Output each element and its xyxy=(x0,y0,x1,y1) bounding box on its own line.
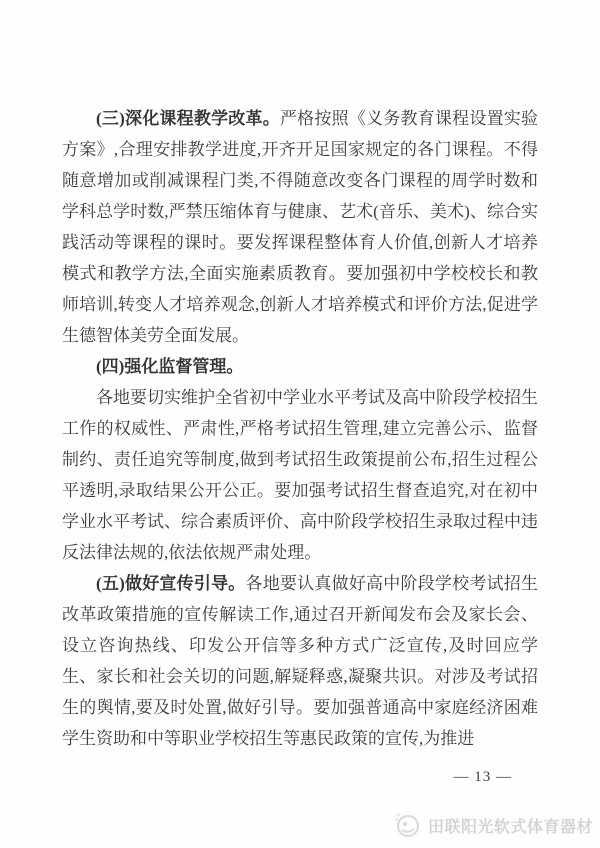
paragraph-section-3-body: 严格按照《义务教育课程设置实验方案》,合理安排教学进度,开齐开足国家规定的各门课程。不得随意增加或削减课程门类,不得随意改变各门课程的周学时数和学科总学时数,严禁压缩体育与健康、艺术(音乐、美术)、综合实践活动等课程的课时。要发挥课程整体育人价值,创新人才培养模式和教学方法,全面实施素质教育。要加强初中学校校长和教师培训,转变人才培养观念,创新人才培养模式和评价方法,促进学生德智体美劳全面发展。 xyxy=(62,109,539,345)
paragraph-section-4-heading: (四)强化监督管理。 xyxy=(96,357,244,376)
paragraph-section-4-detail xyxy=(62,382,538,568)
watermark-footer xyxy=(392,810,593,840)
paragraph-section-4-detail-body: 各地要切实维护全省初中学业水平考试及高中阶段学校招生工作的权威性、严肃性,严格考试招生管理,建立完善公示、监督制约、责任追究等制度,做到考试招生政策提前公布,招生过程公平透明,录取结果公开公正。要加强考试招生督查追究,对在初中学业水平考试、综合素质评价、高中阶段学校招生录取过程中违反法律法规的,依法依规严肃处理。 xyxy=(62,388,538,562)
tianlian-sun-logo-icon xyxy=(392,810,422,840)
paragraph-section-5 xyxy=(62,568,538,754)
paragraph-section-3-heading: (三)深化课程教学改革。 xyxy=(96,109,280,128)
watermark-brand-text: 田联阳光软式体育器材 xyxy=(428,818,594,836)
paragraph-section-5-heading: (五)做好宣传引导。 xyxy=(96,574,246,593)
paragraph-section-3 xyxy=(62,103,538,351)
document-body xyxy=(62,103,538,754)
page-number: — 13 — xyxy=(453,769,512,785)
paragraph-section-4 xyxy=(62,351,538,382)
paragraph-section-5-body: 各地要认真做好高中阶段学校考试招生改革政策措施的宣传解读工作,通过召开新闻发布会及家长会、设立咨询热线、印发公开信等多种方式广泛宣传,及时回应学生、家长和社会关切的问题,解疑释惑,凝聚共识。对涉及考试招生的舆情,要及时处置,做好引导。要加强普通高中家庭经济困难学生资助和中等职业学校招生等惠民政策的宣传,为推进 xyxy=(62,574,539,748)
